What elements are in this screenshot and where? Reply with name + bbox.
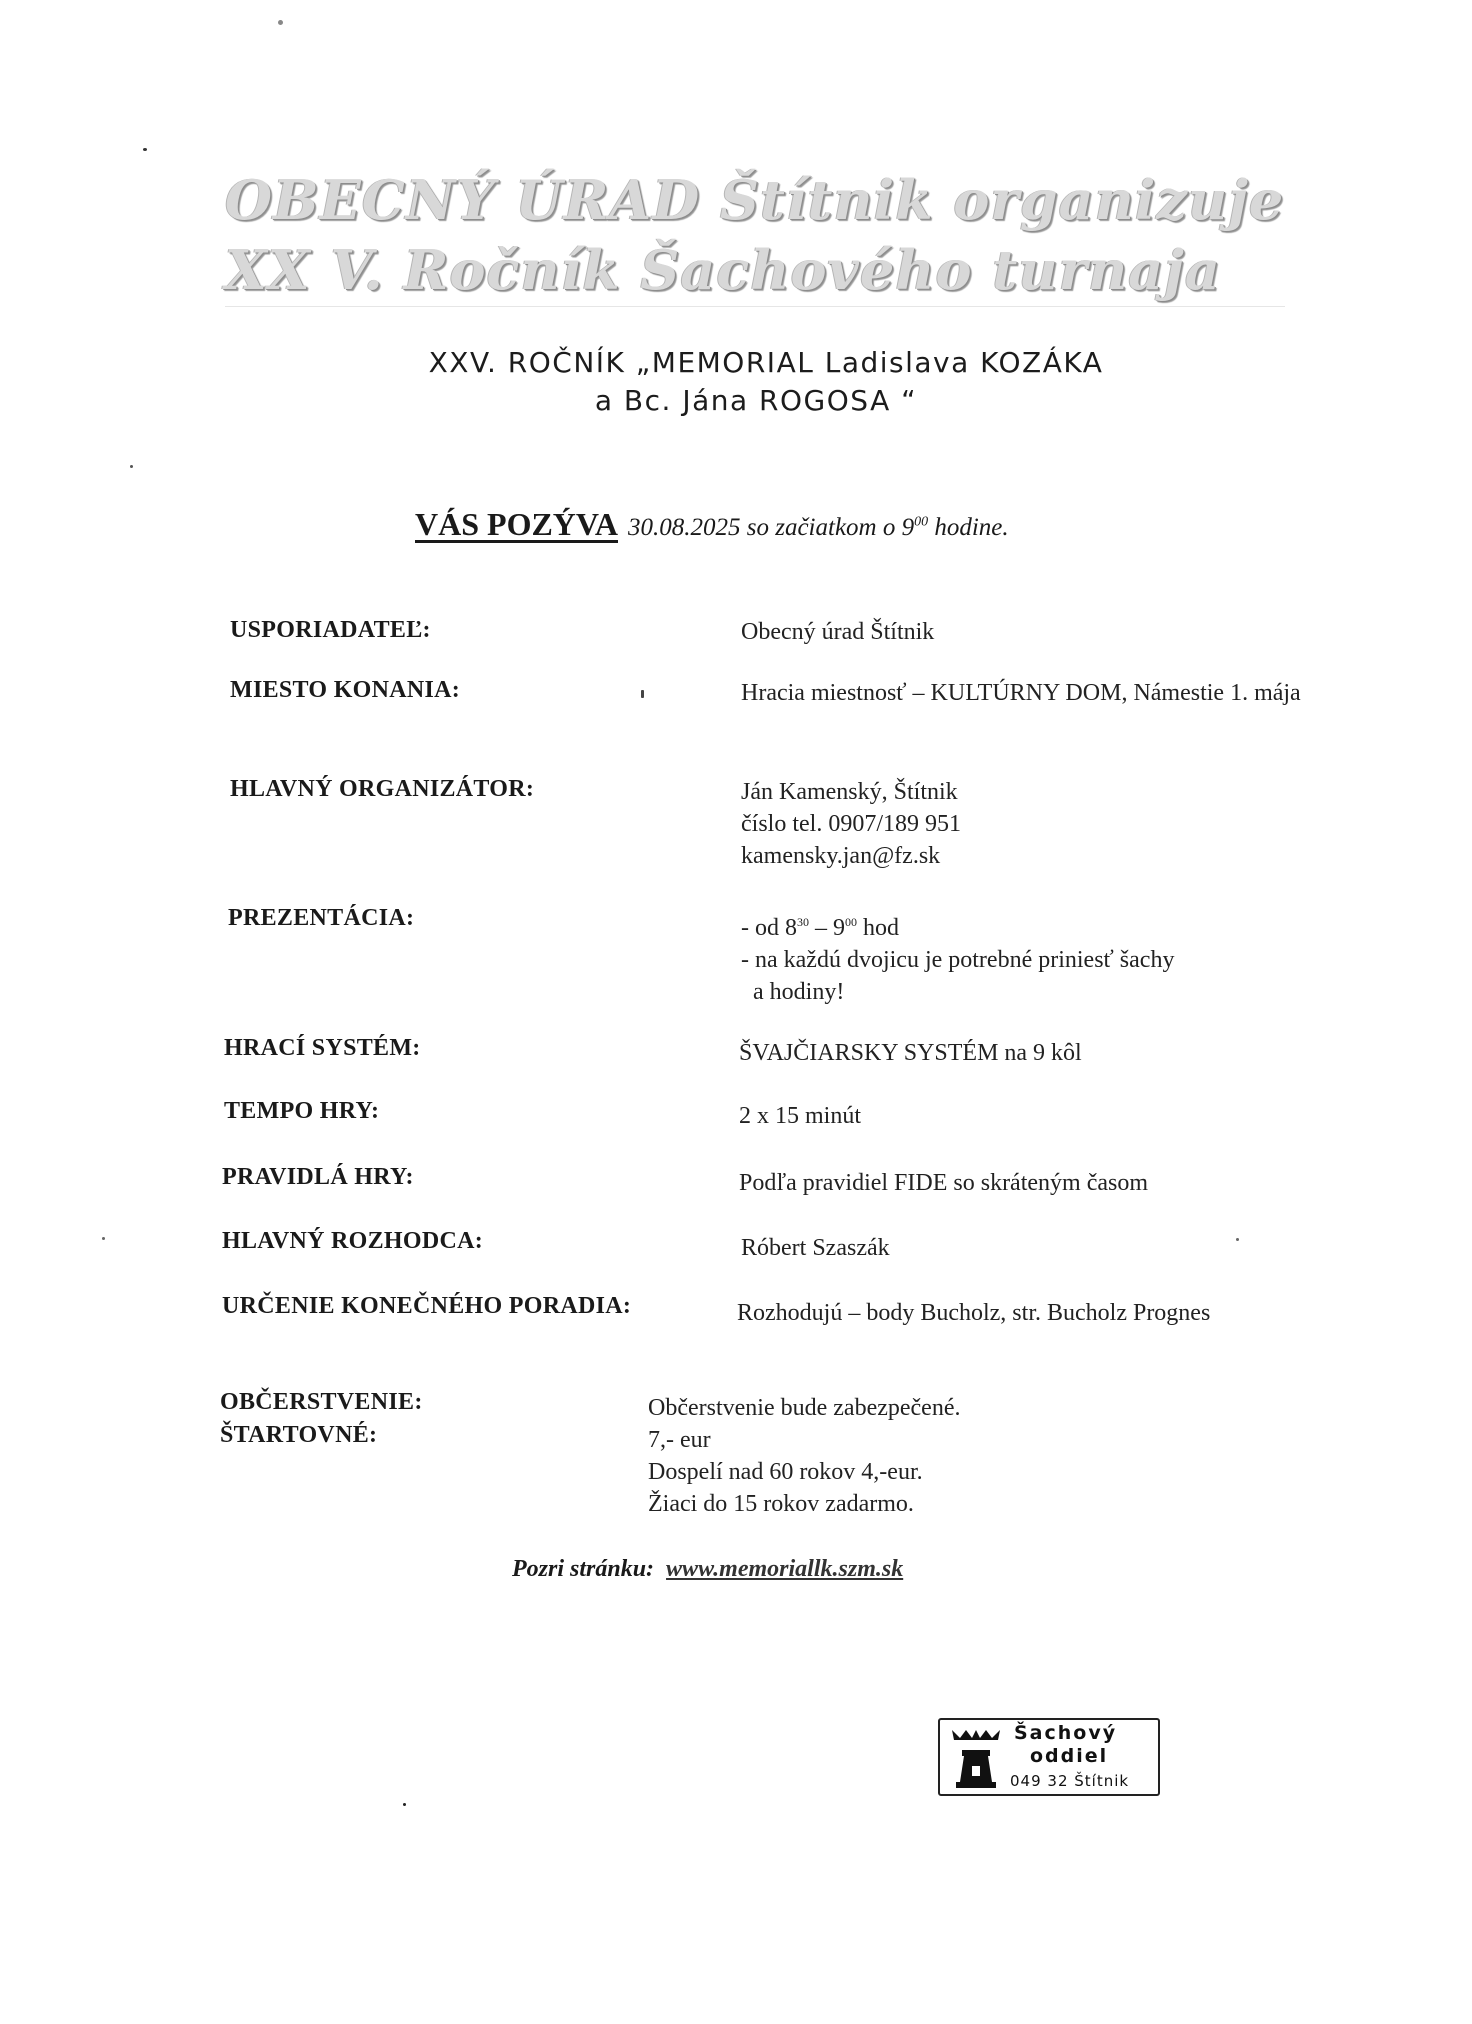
main-organizer-phone: číslo tel. 0907/189 951 [741,811,961,837]
header-divider [225,306,1285,307]
stamp-line3: 049 32 Štítnik [1010,1772,1130,1790]
rules-value: Podľa pravidiel FIDE so skráteným časom [739,1170,1149,1196]
organizer-value: Obecný úrad Štítnik [741,619,935,645]
memorial-title-line2: a Bc. Jána ROGOSA “ [594,384,918,417]
scan-speck [102,1237,105,1240]
fee-standard: 7,- eur [648,1427,711,1453]
scan-speck [278,20,283,25]
invitation-line [415,506,1009,543]
ranking-label: URČENIE KONEČNÉHO PORADIA: [222,1293,632,1319]
scan-speck [641,690,644,698]
chess-club-stamp [938,1718,1160,1796]
venue-value: Hracia miestnosť – KULTÚRNY DOM, Námestie 1. mája [741,680,1301,706]
venue-label: MIESTO KONANIA: [230,677,461,703]
arbiter-label: HLAVNÝ ROZHODCA: [222,1228,484,1254]
system-value: ŠVAJČIARSKY SYSTÉM na 9 kôl [739,1040,1082,1066]
stamp-line1: Šachový [1014,1722,1118,1744]
registration-note-cont: a hodiny! [741,979,845,1005]
main-organizer-email: kamensky.jan@fz.sk [741,843,941,869]
registration-value [741,906,1174,1008]
stamp-line2: oddiel [1030,1745,1109,1767]
scan-speck [130,465,133,468]
system-label: HRACÍ SYSTÉM: [224,1035,421,1061]
ranking-value: Rozhodujú – body Bucholz, str. Bucholz Prognes [737,1300,1211,1326]
refreshment-label: OBČERSTVENIE: [220,1389,423,1415]
chess-rook-icon [948,1726,1004,1790]
fee-seniors: Dospelí nad 60 rokov 4,-eur. [648,1459,923,1485]
website-line [512,1556,903,1583]
tempo-label: TEMPO HRY: [224,1098,380,1124]
website-link[interactable]: www.memoriallk.szm.sk [666,1556,904,1582]
header-title-line1: OBECNÝ ÚRAD Štítnik organizuje [225,168,1285,232]
main-organizer-name: Ján Kamenský, Štítnik [741,779,958,805]
invitation-date: 30.08.2025 so začiatkom o $9^{00}$ hodine. [628,514,1009,541]
scan-speck [1236,1238,1239,1241]
tempo-value: 2 x 15 minút [739,1103,862,1129]
memorial-title-line1: XXV. ROČNÍK „MEMORIAL Ladislava KOZÁKA [428,346,1104,379]
fee-pupils: Žiaci do 15 rokov zadarmo. [648,1491,914,1517]
scan-speck [403,1803,406,1806]
rules-label: PRAVIDLÁ HRY: [222,1164,414,1190]
organizer-label: USPORIADATEĽ: [230,617,431,643]
arbiter-value: Róbert Szaszák [741,1235,890,1261]
header-title-line2: XX V. Ročník Šachového turnaja [225,238,1221,302]
refreshment-fee-value [648,1392,960,1520]
scan-speck [143,148,147,151]
main-organizer-label: HLAVNÝ ORGANIZÁTOR: [230,776,535,802]
refreshment-text: Občerstvenie bude zabezpečené. [648,1395,961,1421]
registration-label: PREZENTÁCIA: [228,905,415,931]
main-organizer-value [741,776,961,872]
registration-time: - od $8^{30} - 9^{00}$ hod [741,915,899,941]
fee-label: ŠTARTOVNÉ: [220,1422,378,1448]
registration-note: - na každú dvojicu je potrebné priniesť šachy [741,947,1175,973]
website-label: Pozri stránku: [512,1556,655,1582]
invitation-lead: VÁS POZÝVA [415,506,618,542]
